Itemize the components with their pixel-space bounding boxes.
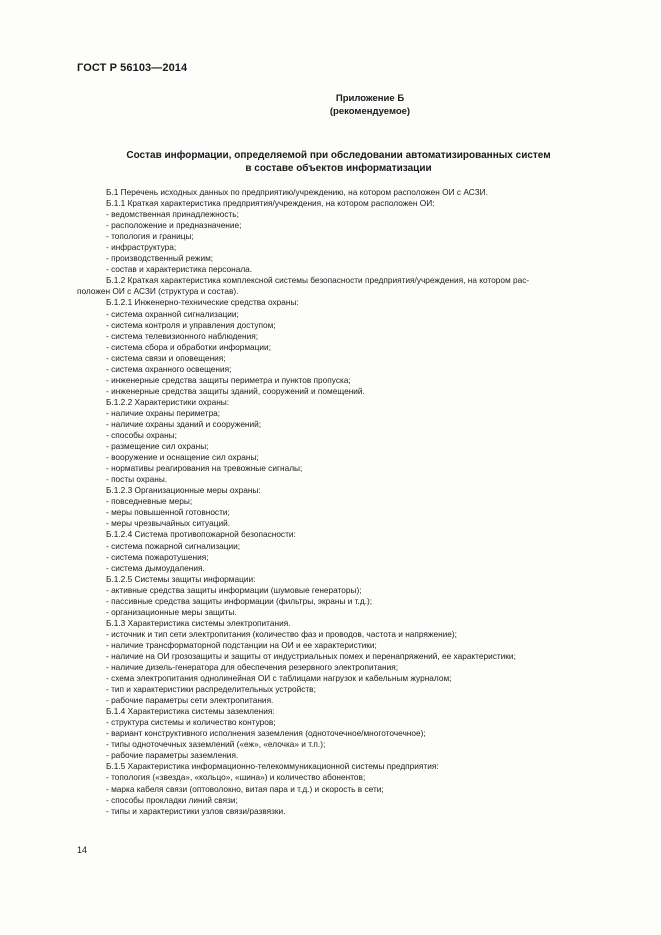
document-header: ГОСТ Р 56103—2014 [77,62,188,74]
text-line: - структура системы и количество контуров; [106,717,276,728]
text-line: - топология («звезда», «кольцо», «шина») и количество абонентов; [106,772,366,783]
text-line: - производственный режим; [106,253,214,264]
text-line: - вариант конструктивного исполнения заземления (одноточечное/многоточечное); [106,728,426,739]
text-line: Б.1.2.2 Характеристики охраны: [106,396,230,407]
text-line: - система контроля и управления доступом; [106,319,276,330]
text-line: - источник и тип сети электропитания (количество фаз и проводов, частота и напряжение); [106,628,457,639]
text-line: - нормативы реагирования на тревожные сигналы; [106,463,303,474]
text-line: - система дымоудаления. [106,562,205,573]
text-line: - инфраструктура; [106,242,177,253]
section-title [77,149,600,175]
text-line: - наличие на ОИ грозозащиты и защиты от индустриальных помех и перенапряжений, ее характеристики; [106,650,516,661]
text-line: Б.1.2.5 Системы защиты информации: [106,573,256,584]
annex-status: (рекомендуемое) [329,106,411,117]
text-line: - система пожарной сигнализации; [106,540,241,551]
text-line: - ведомственная принадлежность; [106,209,239,220]
text-line: Б.1 Перечень исходных данных по предприятию/учреждению, на котором расположен ОИ с АСЗИ. [106,187,488,197]
text-line: - топология и границы; [106,231,194,242]
text-line: - система пожаротушения; [106,551,209,562]
text-line: - типы одноточечных заземлений («еж», «елочка» и т.п.); [106,739,326,750]
annex-heading [280,92,460,118]
text-line: - инженерные средства защиты периметра и пунктов пропуска; [106,374,351,385]
text-line: - наличие охраны зданий и сооружений; [106,418,262,429]
text-line: - размещение сил охраны; [106,441,209,452]
page-number: 14 [77,845,88,855]
text-line: - марка кабеля связи (оптоволокно, витая пара и т.д.) и скорость в сети; [106,783,384,794]
text-line: Б.1.5 Характеристика информационно-телекоммуникационной системы предприятия: [106,761,439,772]
text-line: - схема электропитания однолинейная ОИ с таблицами нагрузок и кабельным журналом; [106,673,452,684]
text-line: - типы и характеристики узлов связи/развязки. [106,805,286,816]
text-line: - наличие дизель-генератора для обеспечения резервного электропитания; [106,662,398,673]
text-line: - тип и характеристики распределительных устройств; [106,684,316,695]
text-line: Б.1.1 Краткая характеристика предприятия/учреждения, на котором расположен ОИ: [106,198,435,209]
text-line: Б.1.2.3 Организационные меры охраны: [106,485,261,496]
document-body [77,187,603,817]
text-line: - система охранного освещения; [106,363,232,374]
text-line: - наличие охраны периметра; [106,407,221,418]
text-line: - организационные меры защиты. [106,606,237,617]
text-line: - активные средства защиты информации (шумовые генераторы); [106,584,362,595]
section-title-line-2: в составе объектов информатизации [245,163,432,174]
text-line: - способы охраны; [106,430,177,441]
text-line: - пассивные средства защиты информации (фильтры, экраны и т.д.); [106,595,373,606]
text-line: - система сбора и обработки информации; [106,341,271,352]
text-line: Б.1.2.4 Система противопожарной безопасности: [106,529,296,540]
section-title-line-1: Состав информации, определяемой при обследовании автоматизированных систем [126,150,551,161]
text-line: положен ОИ с АСЗИ (структура и состав). [77,286,239,297]
text-line: - меры повышенной готовности; [106,507,230,518]
text-line: - вооружение и оснащение сил охраны; [106,452,259,463]
text-line: Б.1.2.1 Инженерно-технические средства охраны: [106,297,299,308]
text-line: Б.1.4 Характеристика системы заземления: [106,706,275,717]
text-line: - система охранной сигнализации; [106,308,239,319]
text-line: - инженерные средства защиты зданий, сооружений и помещений. [106,385,365,396]
text-line: Б.1.2 Краткая характеристика комплексной системы безопасности предприятия/учреждения, на котором рас- [106,275,530,286]
text-line: - состав и характеристика персонала. [106,264,253,275]
text-line: - наличие трансформаторной подстанции на ОИ и ее характеристики; [106,639,377,650]
text-line: - расположение и предназначение; [106,220,242,231]
text-line: - посты охраны. [106,474,168,485]
annex-label: Приложение Б [335,93,405,104]
text-line: - меры чрезвычайных ситуаций. [106,518,231,529]
text-line: - система связи и оповещения; [106,352,226,363]
text-line: - рабочие параметры сети электропитания. [106,695,274,706]
text-line: - способы прокладки линий связи; [106,794,238,805]
text-line: - система телевизионного наблюдения; [106,330,259,341]
text-line: - повседневные меры; [106,496,193,507]
text-line: - рабочие параметры заземления. [106,750,239,761]
text-line: Б.1.3 Характеристика системы электропитания. [106,617,291,628]
